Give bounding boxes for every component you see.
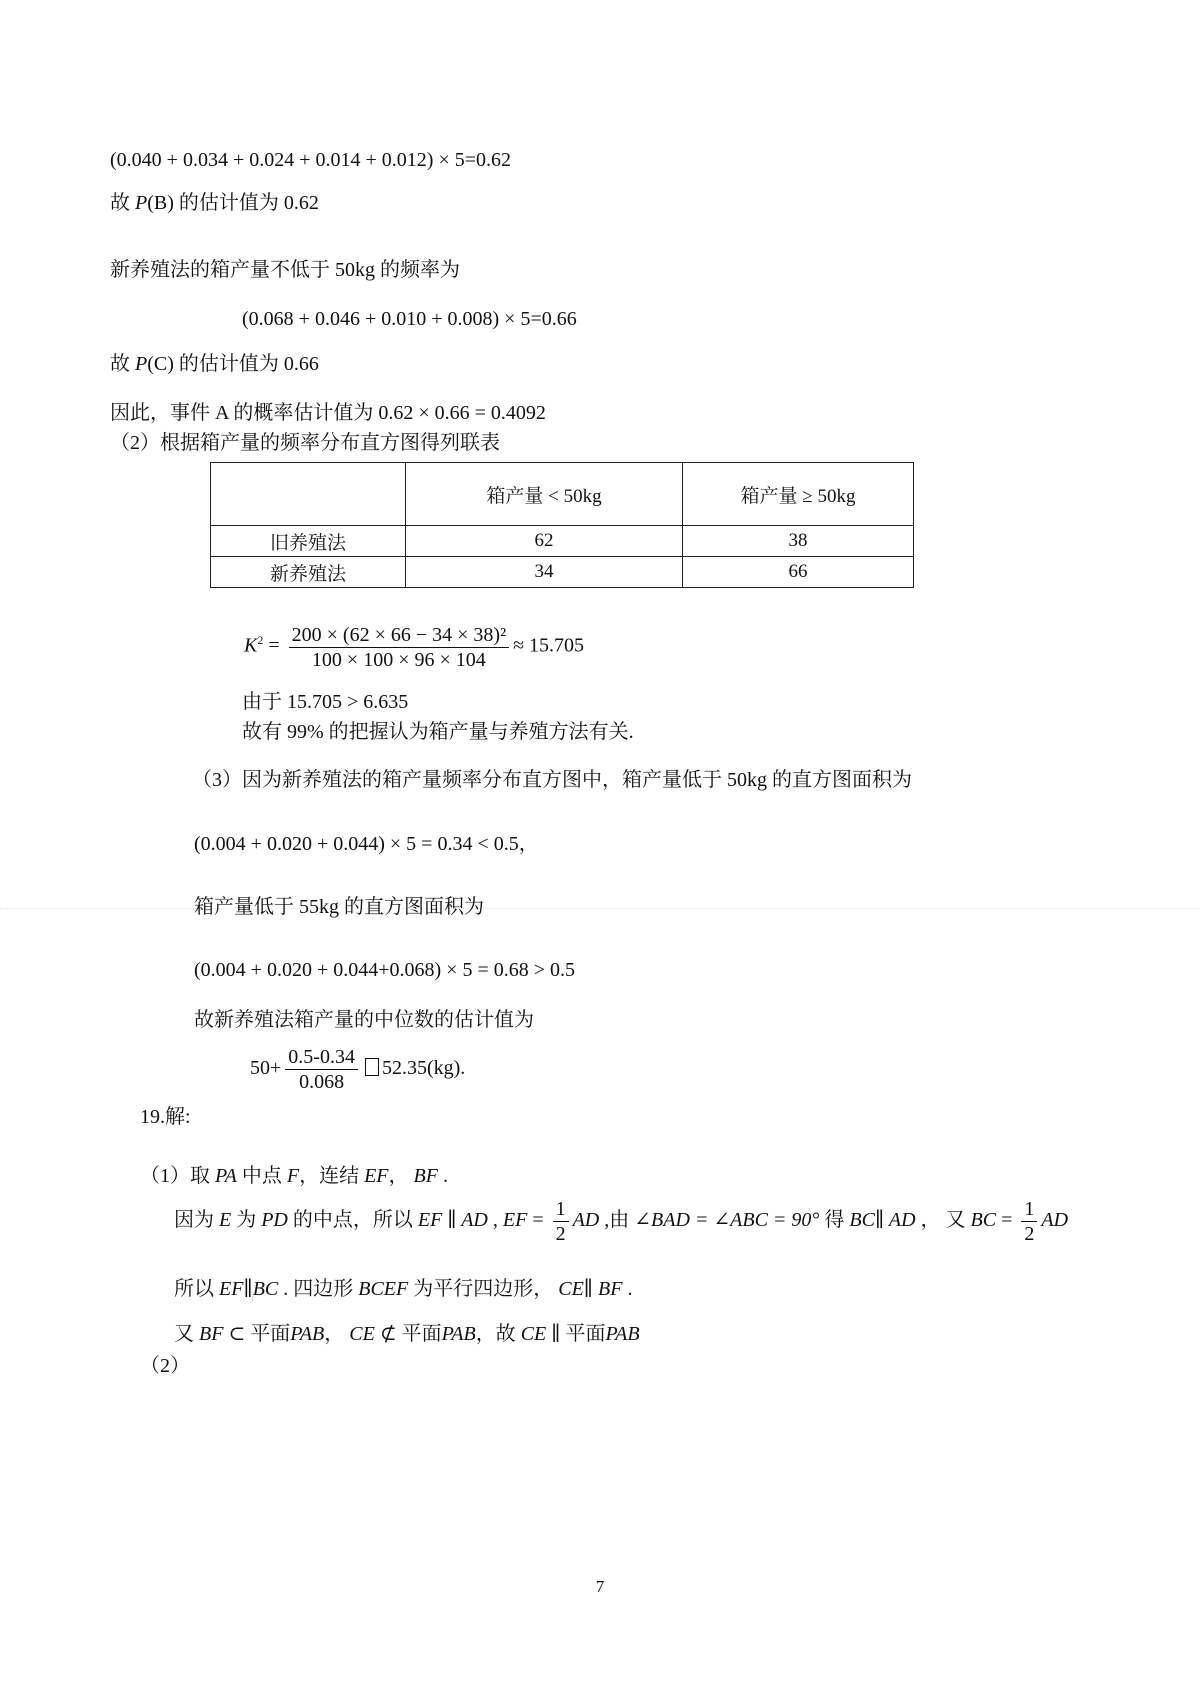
text-span: 得 — [819, 1209, 850, 1231]
table-row — [211, 526, 914, 557]
math-var: PD — [261, 1209, 288, 1231]
math-var: E — [219, 1209, 232, 1231]
table-cell: 66 — [683, 557, 914, 588]
text-line — [110, 189, 319, 217]
math-var: BC — [252, 1278, 279, 1300]
math-var: PAB — [441, 1323, 476, 1345]
text-line: (0.068 + 0.046 + 0.010 + 0.008) × 5=0.66 — [242, 308, 577, 330]
page-divider — [0, 908, 1200, 909]
text-span: . — [622, 1278, 633, 1300]
fraction-numerator: 1 — [1021, 1197, 1037, 1222]
math-expr: CE∥ BF — [558, 1278, 623, 1300]
math-expr: ∠BAD = ∠ABC = 90° — [634, 1209, 820, 1231]
text-span: = — [263, 634, 285, 657]
text-span: 故 — [110, 192, 135, 214]
text-span: (B) — [147, 192, 174, 214]
text-span: 52.35(kg). — [381, 1057, 466, 1079]
text-line — [174, 1192, 1068, 1248]
text-line — [140, 1162, 448, 1190]
text-span: ⊂ 平面 — [223, 1323, 291, 1345]
section-heading: 19.解: — [140, 1106, 191, 1128]
text-span: ∥ 平面 — [546, 1323, 606, 1345]
text-span: 50+ — [250, 1057, 282, 1079]
text-span: ，故 — [475, 1323, 521, 1345]
text-span: ， — [324, 1323, 350, 1345]
math-var: BF — [413, 1165, 438, 1187]
fraction-denominator: 100 × 100 × 96 × 104 — [311, 648, 486, 671]
parallel-equal-symbol: ∥ — [243, 1278, 253, 1300]
median-formula — [250, 1040, 465, 1096]
math-var: K — [244, 634, 258, 657]
text-line: 新养殖法的箱产量不低于 50kg 的频率为 — [110, 259, 460, 281]
text-line: 因此，事件 A 的概率估计值为 0.62 × 0.66 = 0.4092 — [110, 402, 546, 424]
math-var: CE — [349, 1323, 375, 1345]
text-line: (0.004 + 0.020 + 0.044) × 5 = 0.34 < 0.5， — [194, 833, 539, 855]
text-span: 因为 — [174, 1209, 219, 1231]
math-var: BF — [199, 1323, 224, 1345]
text-span: 又 — [174, 1323, 199, 1345]
math-var: EF — [502, 1209, 528, 1231]
fraction-numerator: 200 × (62 × 66 − 34 × 38)² — [289, 623, 509, 648]
table-header-row — [211, 463, 914, 526]
text-line: (0.040 + 0.034 + 0.024 + 0.014 + 0.012) × 5=0.62 — [110, 149, 511, 171]
text-span: , — [487, 1209, 503, 1231]
text-span: . — [437, 1165, 448, 1187]
table-cell: 旧养殖法 — [211, 526, 406, 557]
text-span: 的估计值为 0.62 — [173, 192, 319, 214]
text-span: . 四边形 — [278, 1278, 359, 1300]
text-line: 故新养殖法箱产量的中位数的估计值为 — [194, 1009, 534, 1031]
text-span: 为平行四边形， — [408, 1278, 559, 1300]
table-header-cell — [211, 463, 406, 526]
text-span: 为 — [231, 1209, 262, 1231]
math-var: EF — [364, 1165, 389, 1187]
text-span: 的估计值为 0.66 — [173, 353, 319, 375]
math-var: P — [135, 192, 148, 214]
page-number: 7 — [595, 1577, 605, 1596]
text-span: 故 — [110, 353, 135, 375]
text-line — [174, 1275, 632, 1303]
math-var: CE — [520, 1323, 547, 1345]
math-var: AD — [1041, 1209, 1069, 1231]
math-var: EF — [219, 1278, 244, 1300]
section-heading: （2）根据箱产量的频率分布直方图得列联表 — [110, 432, 500, 454]
text-span: = — [527, 1209, 549, 1231]
math-var: BCEF — [358, 1278, 409, 1300]
table-cell: 新养殖法 — [211, 557, 406, 588]
text-span: (C) — [147, 353, 174, 375]
table-row — [211, 557, 914, 588]
text-span: 的中点，所以 — [287, 1209, 418, 1231]
missing-glyph-box — [365, 1058, 379, 1076]
fraction-denominator: 2 — [555, 1222, 566, 1245]
table-cell: 38 — [683, 526, 914, 557]
math-var: PA — [215, 1165, 237, 1187]
table-cell: 62 — [406, 526, 683, 557]
text-line: 箱产量低于 55kg 的直方图面积为 — [194, 896, 484, 918]
math-expr: EF ∥ AD — [417, 1209, 488, 1231]
k2-formula — [244, 612, 584, 674]
text-span: ,由 — [599, 1209, 635, 1231]
contingency-table — [210, 462, 914, 588]
fraction — [289, 623, 509, 672]
math-var: BC — [970, 1209, 997, 1231]
text-span: （1）取 — [140, 1165, 215, 1187]
math-var: AD — [572, 1209, 600, 1231]
text-line — [174, 1320, 640, 1348]
fraction-denominator: 2 — [1024, 1222, 1035, 1245]
text-span: ≈ 15.705 — [513, 634, 585, 657]
fraction — [553, 1197, 569, 1246]
text-span: 所以 — [174, 1278, 219, 1300]
text-line: 由于 15.705 > 6.635 — [242, 691, 409, 713]
math-var: PAB — [605, 1323, 640, 1345]
text-line: (0.004 + 0.020 + 0.044+0.068) × 5 = 0.68 > 0.5 — [194, 959, 575, 981]
fraction-numerator: 0.5-0.34 — [285, 1045, 358, 1070]
table-header-cell: 箱产量 < 50kg — [406, 463, 683, 526]
math-expr: BC∥ AD — [849, 1209, 916, 1231]
text-line: 故有 99% 的把握认为箱产量与养殖方法有关. — [242, 721, 634, 743]
table-header-cell: 箱产量 ≥ 50kg — [683, 463, 914, 526]
section-heading: （2） — [140, 1355, 190, 1377]
text-line — [110, 350, 319, 378]
text-span: 中点 — [236, 1165, 287, 1187]
text-span: ， — [388, 1165, 414, 1187]
text-span: ，连结 — [299, 1165, 365, 1187]
fraction-denominator: 0.068 — [299, 1070, 345, 1093]
text-line: （3）因为新养殖法的箱产量频率分布直方图中，箱产量低于 50kg 的直方图面积为 — [192, 769, 912, 791]
fraction — [285, 1045, 358, 1094]
math-var: P — [135, 353, 148, 375]
superscript: 2 — [257, 633, 264, 647]
math-var: PAB — [290, 1323, 325, 1345]
math-var: F — [286, 1165, 300, 1187]
fraction — [1021, 1197, 1037, 1246]
fraction-numerator: 1 — [553, 1197, 569, 1222]
text-span: ⊄ 平面 — [374, 1323, 442, 1345]
text-span: ， 又 — [915, 1209, 971, 1231]
table-cell: 34 — [406, 557, 683, 588]
text-span: = — [996, 1209, 1018, 1231]
